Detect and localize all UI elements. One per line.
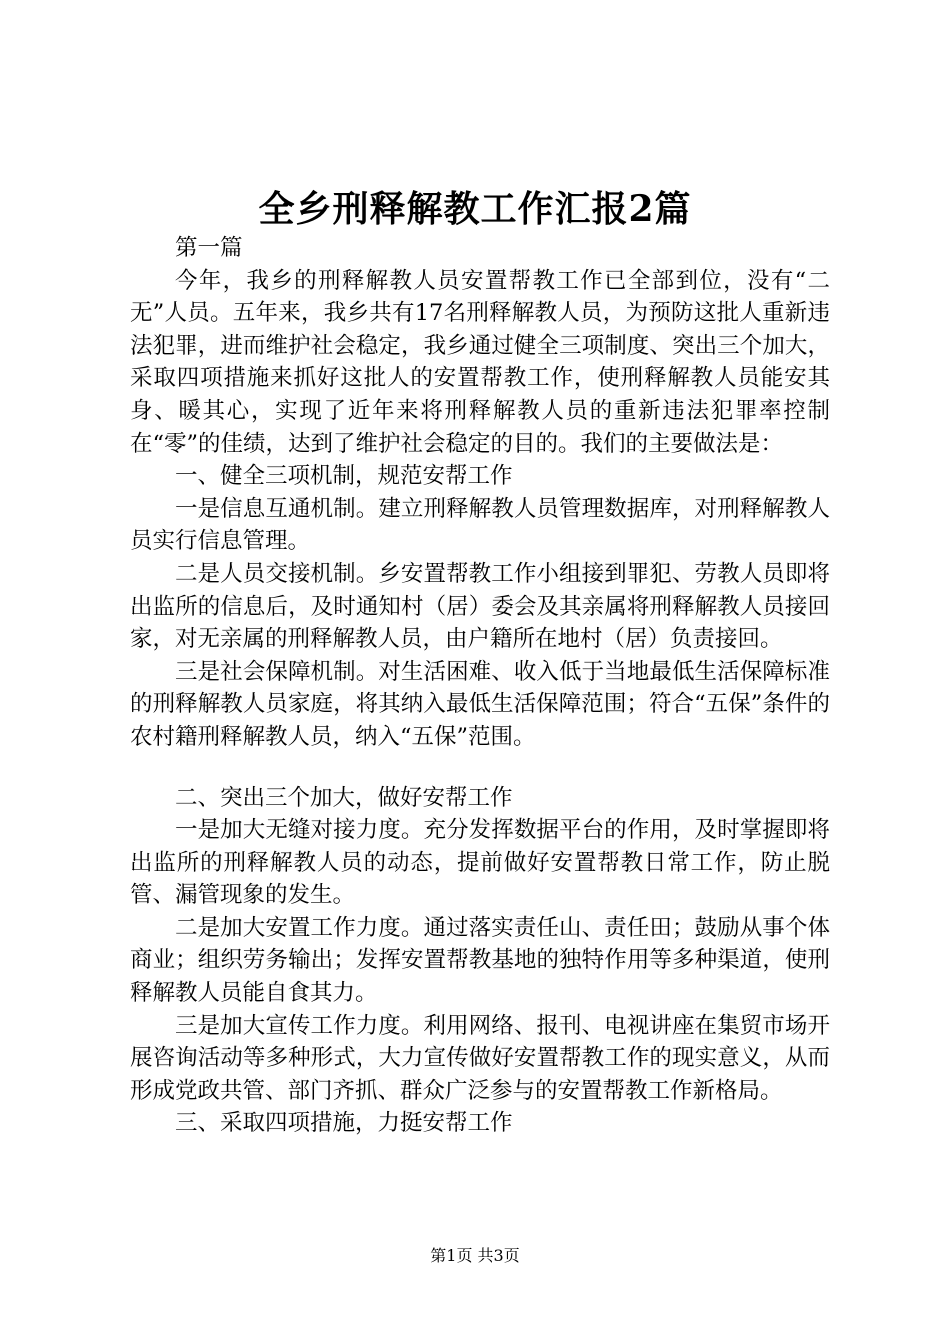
section-heading-3: 三、采取四项措施，力挺安帮工作 — [175, 1110, 513, 1137]
section-heading-1: 一、健全三项机制，规范安帮工作 — [175, 463, 513, 490]
page-footer: 第1页 共3页 — [430, 1246, 520, 1265]
section-label: 第一篇 — [175, 235, 243, 261]
paragraph-info-mechanism: 一是信息互通机制。建立刑释解教人员管理数据库，对刑释解教人员实行信息管理。 — [130, 495, 830, 555]
paragraph-gap — [130, 754, 830, 782]
paragraph-social-security: 三是社会保障机制。对生活困难、收入低于当地最低生活保障标准的刑释解教人员家庭，将其纳入最低生活保障范围；符合“五保”条件的农村籍刑释解教人员，纳入“五保”范围。 — [130, 658, 830, 750]
document-title: 全乡刑释解教工作汇报2篇 — [258, 188, 692, 230]
document-body — [130, 232, 830, 1140]
section-heading-2: 二、突出三个加大，做好安帮工作 — [175, 784, 513, 811]
paragraph-handover-mechanism: 二是人员交接机制。乡安置帮教工作小组接到罪犯、劳教人员即将出监所的信息后，及时通知村（居）委会及其亲属将刑释解教人员接回家，对无亲属的刑释解教人员，由户籍所在地村（居）负责接回。 — [130, 560, 830, 653]
intro-paragraph: 今年，我乡的刑释解教人员安置帮教工作已全部到位，没有“二无”人员。五年来，我乡共有17名刑释解教人员，为预防这批人重新违法犯罪，进而维护社会稳定，我乡通过健全三项制度、突出三个加大，采取四项措施来抓好这批人的安置帮教工作，使刑释解教人员能安其身、暖其心，实现了近年来将刑释解教人员的重新违法犯罪率控制在“零”的佳绩，达到了维护社会稳定的目的。我们的主要做法是： — [130, 267, 830, 457]
paragraph-publicity-work: 三是加大宣传工作力度。利用网络、报刊、电视讲座在集贸市场开展咨询活动等多种形式，大力宣传做好安置帮教工作的现实意义，从而形成党政共管、部门齐抓、群众广泛参与的安置帮教工作新格局。 — [130, 1012, 830, 1104]
paragraph-placement-work: 二是加大安置工作力度。通过落实责任山、责任田；鼓励从事个体商业；组织劳务输出；发挥安置帮教基地的独特作用等多种渠道，使刑释解教人员能自食其力。 — [130, 914, 830, 1007]
paragraph-seamless-docking: 一是加大无缝对接力度。充分发挥数据平台的作用，及时掌握即将出监所的刑释解教人员的动态，提前做好安置帮教日常工作，防止脱管、漏管现象的发生。 — [130, 817, 830, 909]
